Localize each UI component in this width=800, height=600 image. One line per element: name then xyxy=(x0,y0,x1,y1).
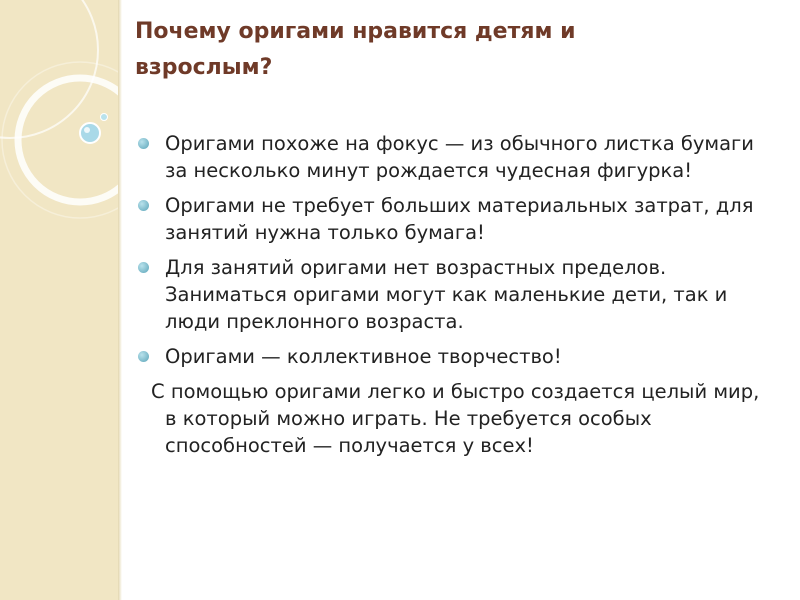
bullet-text: Оригами не требует больших материальных затрат, для занятий нужна только бумага! xyxy=(165,194,754,244)
slide-title: Почему оригами нравится детям и взрослым? xyxy=(135,19,576,80)
bullet-item xyxy=(135,343,775,370)
bullet-dot-icon xyxy=(138,262,149,273)
side-band xyxy=(0,0,118,600)
bullet-dot-icon xyxy=(138,138,149,149)
side-band-edge xyxy=(118,0,122,600)
bullet-text: Для занятий оригами нет возрастных пределов. Заниматься оригами могут как маленькие дети, так и люди преклонного возраста. xyxy=(165,256,728,333)
bullet-dot-icon xyxy=(138,200,149,211)
slide-content xyxy=(135,130,775,459)
extra-paragraph xyxy=(135,378,775,459)
bullet-dot-icon xyxy=(138,351,149,362)
bullet-item xyxy=(135,130,775,184)
bullet-text: Оригами похоже на фокус — из обычного листка бумаги за несколько минут рождается чудесная фигурка! xyxy=(165,132,754,182)
bullet-text: Оригами — коллективное творчество! xyxy=(165,345,562,368)
decorative-circles-icon xyxy=(0,0,118,600)
extra-paragraph-text: С помощью оригами легко и быстро создается целый мир, в который можно играть. Не требуется особых способностей — получается у всех! xyxy=(151,380,760,457)
bullet-list xyxy=(135,130,775,370)
bullet-item xyxy=(135,254,775,335)
bullet-item xyxy=(135,192,775,246)
